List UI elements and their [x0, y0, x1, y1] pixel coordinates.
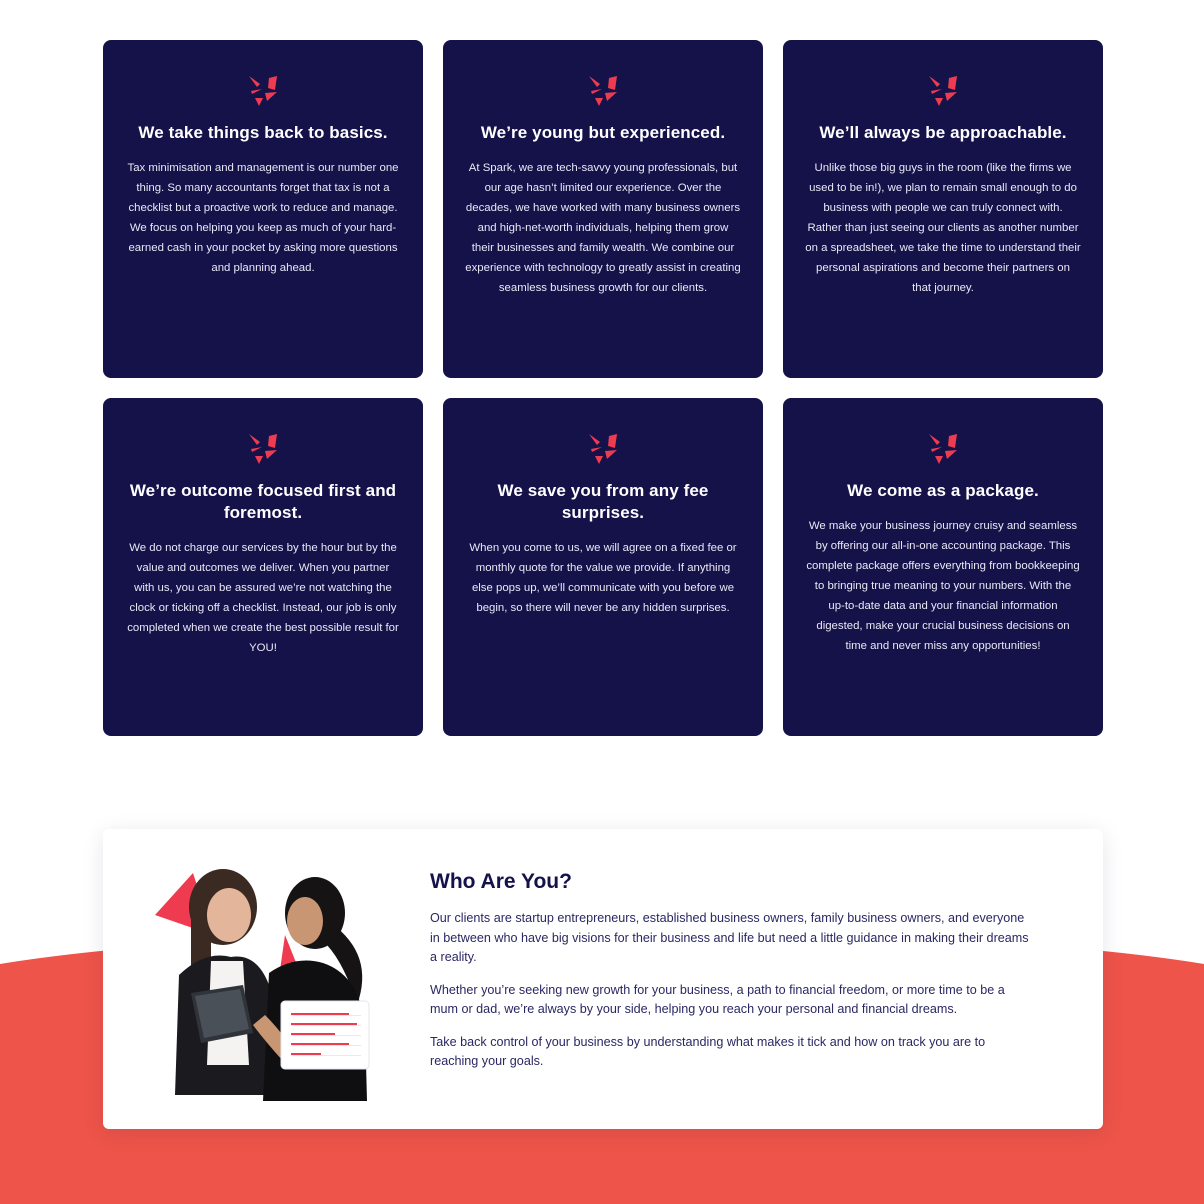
card-title: We save you from any fee surprises. — [497, 481, 709, 522]
spark-logo-icon — [587, 76, 619, 106]
card-body: We do not charge our services by the hour but by the value and outcomes we deliver. When you partner with us, you can be assured we’re not watching the clock or ticking off a checklist. Instead, our job is only completed when we create the best possible result for YOU! — [127, 542, 399, 654]
paragraph: Take back control of your business by understanding what makes it tick and how on track you are to reaching your goals. — [430, 1034, 986, 1068]
spark-logo-icon — [587, 434, 619, 464]
feature-card — [443, 398, 763, 736]
card-title: We’re young but experienced. — [480, 123, 726, 142]
card-title: We come as a package. — [847, 481, 1039, 500]
spark-logo-icon — [247, 76, 279, 106]
paragraph: Whether you’re seeking new growth for your business, a path to financial freedom, or more time to be a mum or dad, we’re always by your side, helping you reach your personal and financial dreams. — [430, 982, 1005, 1016]
card-title: We’ll always be approachable. — [819, 123, 1067, 142]
card-body: Tax minimisation and management is our number one thing. So many accountants forget that tax is not a checklist but a proactive work to reduce and manage. We focus on helping you keep as much of your hard-earned cash in your pocket by asking more questions and planning ahead. — [127, 162, 399, 274]
team-photo — [145, 865, 385, 1101]
spark-logo-icon — [247, 434, 279, 464]
card-title: We’re outcome focused first and foremost. — [129, 481, 397, 522]
spark-logo-icon — [927, 76, 959, 106]
feature-card — [103, 40, 423, 378]
who-are-you-text — [430, 869, 1030, 1072]
feature-card — [783, 40, 1103, 378]
paragraph: Our clients are startup entrepreneurs, established business owners, family business owners, and everyone in between who have big visions for their business and life but need a little guidance in making their dreams a reality. — [430, 911, 1029, 964]
card-body: When you come to us, we will agree on a fixed fee or monthly quote for the value we provide. If anything else pops up, we’ll communicate with you before we begin, so there will never be any hidden surprises. — [469, 542, 737, 614]
feature-cards-grid — [103, 40, 1103, 736]
who-are-you-panel — [103, 829, 1103, 1129]
card-title: We take things back to basics. — [138, 123, 388, 142]
card-body: At Spark, we are tech-savvy young professionals, but our age hasn’t limited our experience. Over the decades, we have worked with many business owners and high-net-worth individuals, helping them grow their businesses and family wealth. We combine our experience with technology to greatly assist in creating seamless business growth for our clients. — [465, 162, 741, 294]
feature-card — [443, 40, 763, 378]
feature-card — [103, 398, 423, 736]
section-title: Who Are You? — [430, 870, 572, 893]
feature-card — [783, 398, 1103, 736]
spark-logo-icon — [927, 434, 959, 464]
card-body: Unlike those big guys in the room (like the firms we used to be in!), we plan to remain small enough to do business with people we can truly connect with. Rather than just seeing our clients as another number on a spreadsheet, we take the time to understand their personal aspirations and become their partners on that journey. — [805, 162, 1081, 294]
team-photo-illustration — [145, 865, 385, 1101]
card-body: We make your business journey cruisy and seamless by offering our all-in-one accounting package. This complete package offers everything from bookkeeping to bringing true meaning to your numbers. With the up-to-date data and your financial information digested, make your crucial business decisions on time and never miss any opportunities! — [806, 520, 1080, 652]
